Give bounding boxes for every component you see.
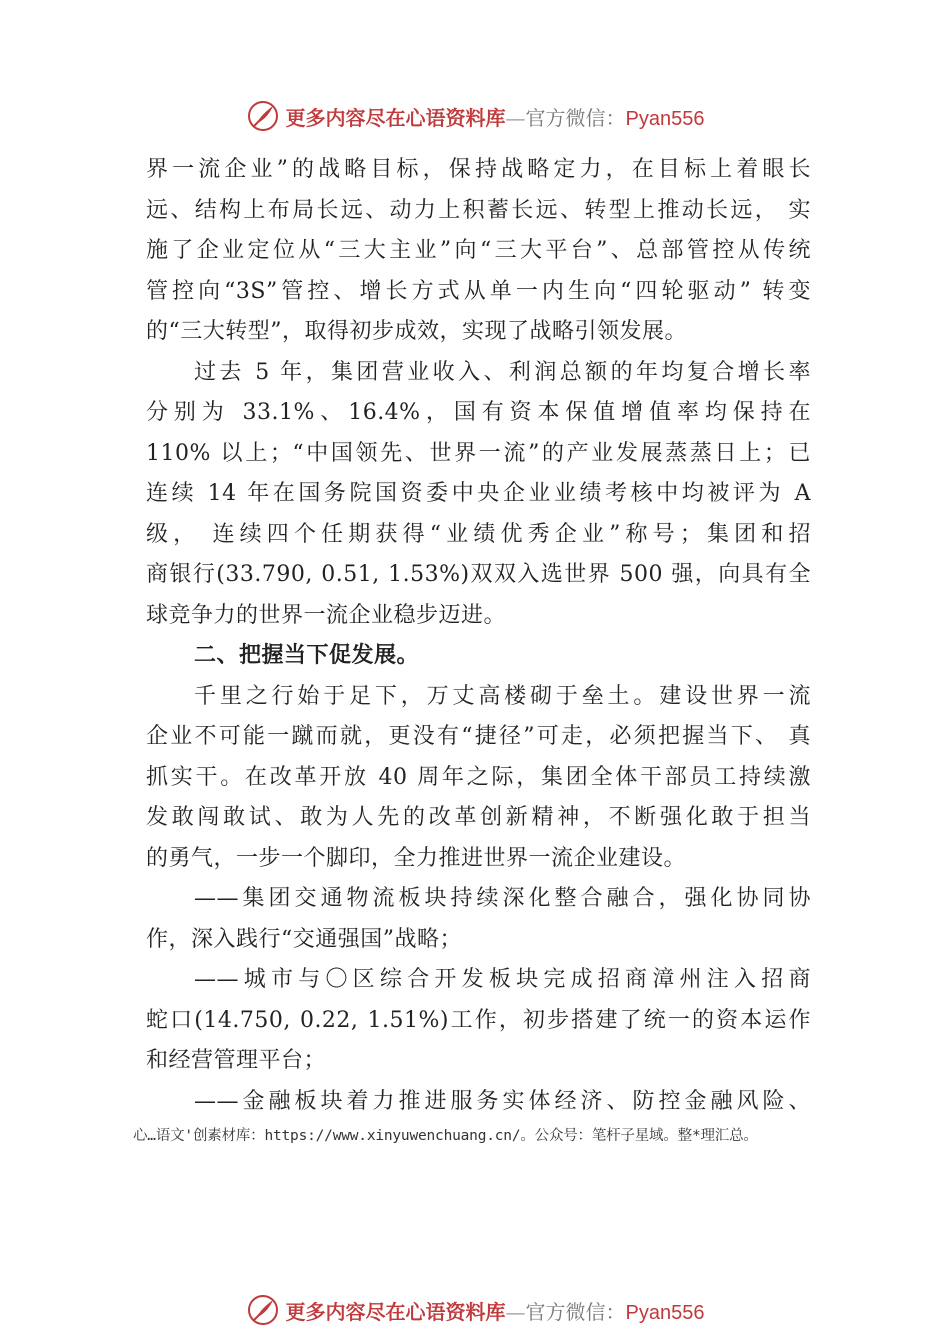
- document-body: [146, 150, 811, 1122]
- text-line: 的“三大转型”，取得初步成效，实现了战略引领发展。: [146, 319, 687, 344]
- text-line: 级， 连续四个任期获得“业绩优秀企业”称号；集团和招: [146, 521, 811, 547]
- banner-title: 更多内容尽在心语资料库: [285, 1299, 506, 1324]
- wechat-id: Pyan556: [625, 1301, 705, 1324]
- text-line: 连续 14 年在国务院国资委中央企业业绩考核中均被评为 A: [146, 481, 811, 506]
- wechat-id: Pyan556: [625, 107, 705, 130]
- text-line: 110% 以上；“中国领先、世界一流”的产业发展蒸蒸日上；已: [146, 440, 811, 466]
- text-line: 过去 5 年，集团营业收入、利润总额的年均复合增长率: [194, 359, 811, 385]
- text-line: 企业不可能一蹴而就，更没有“捷径”可走，必须把握当下、 真: [146, 724, 811, 749]
- banner-separator: —: [505, 1299, 526, 1324]
- text-line: 和经营管理平台；: [146, 1048, 327, 1073]
- text-line: ——集团交通物流板块持续深化整合融合，强化协同协: [194, 886, 811, 911]
- text-line: ——金融板块着力推进服务实体经济、防控金融风险、: [194, 1088, 811, 1114]
- banner-title: 更多内容尽在心语资料库: [285, 105, 506, 130]
- footer-banner: [0, 1290, 950, 1330]
- text-line: 千里之行始于足下，万丈高楼砌于垒土。建设世界一流: [194, 683, 811, 709]
- text-line: 远、结构上布局长远、动力上积蓄长远、转型上推动长远， 实: [146, 197, 811, 223]
- text-line: 作，深入践行“交通强国”战略；: [146, 926, 462, 952]
- text-line: 蛇口(14.750, 0.22, 1.51%)工作，初步搭建了统一的资本运作: [146, 1007, 811, 1033]
- text-line: ——城市与〇区综合开发板块完成招商漳州注入招商: [194, 967, 811, 992]
- text-line: 分别为 33.1%、16.4%，国有资本保值增值率均保持在: [146, 400, 811, 425]
- text-line: 抓实干。在改革开放 40 周年之际，集团全体干部员工持续激: [146, 764, 811, 790]
- text-line: 商银行(33.790, 0.51, 1.53%)双双入选世界 500 强，向具有全: [146, 562, 811, 587]
- text-line: 管控向“3S”管控、增长方式从单一内生向“四轮驱动” 转变: [146, 278, 811, 304]
- quill-logo-icon: [246, 99, 280, 133]
- text-line: 的勇气，一步一个脚印，全力推进世界一流企业建设。: [146, 845, 687, 871]
- wechat-label: 官方微信：: [525, 1299, 626, 1324]
- footer-note: 心…语文'创素材库：https://www.xinyuwenchuang.cn/。公众号：笔杆子星域。整*理汇总。: [133, 1128, 758, 1144]
- text-line: 发敢闯敢试、敢为人先的改革创新精神，不断强化敢于担当: [146, 805, 811, 830]
- footer-banner-text: [286, 1296, 705, 1325]
- section-heading: 二、把握当下促发展。: [194, 643, 420, 668]
- text-line: 施了企业定位从“三大主业”向“三大平台”、总部管控从传统: [146, 238, 811, 263]
- banner-separator: —: [505, 105, 526, 130]
- wechat-label: 官方微信：: [525, 105, 626, 130]
- header-banner: [0, 96, 950, 136]
- text-line: 界一流企业”的战略目标，保持战略定力，在目标上着眼长: [146, 157, 811, 182]
- header-banner-text: [286, 102, 705, 131]
- quill-logo-icon: [246, 1293, 280, 1327]
- text-line: 球竞争力的世界一流企业稳步迈进。: [146, 602, 507, 628]
